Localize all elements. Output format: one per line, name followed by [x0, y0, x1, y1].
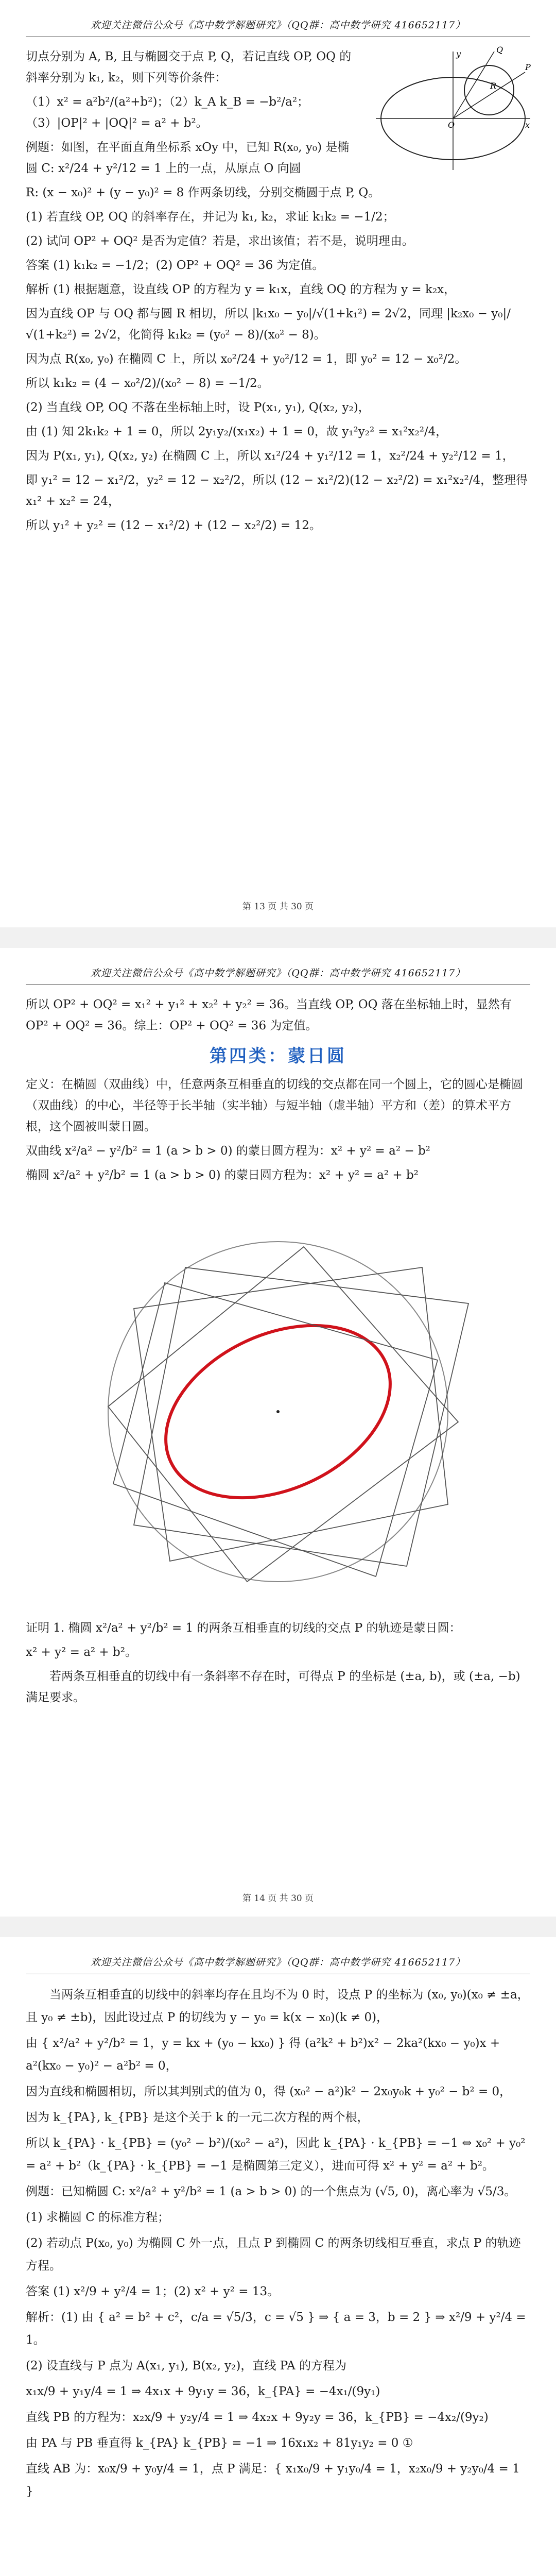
text-line: 切点分别为 A, B, 且与椭圆交于点 P, Q，若记直线 OP, OQ 的斜率分别为 k₁, k₂，则下列等价条件： — [26, 50, 352, 84]
text-line: 所以 k₁k₂ = (4 − x₀²/2)/(x₀² − 8) = −1/2。 — [26, 377, 269, 390]
text-line: 由 { x²/a² + y²/b² = 1，y = kx + (y₀ − kx₀) } 得 (a²k² + b²)x² − 2ka²(kx₀ − y₀)x + a²(kx₀ − y₀)² − a²b² = 0， — [26, 2037, 500, 2073]
ellipse-tangent-figure — [371, 41, 535, 175]
text-line: 解析：(1) 由 { a² = b² + c²，c/a = √5/3，c = √5 } ⇒ { a = 3，b = 2 } ⇒ x²/9 + y²/4 = 1。 — [26, 2311, 526, 2347]
page-footer: 第 13 页 共 30 页 — [242, 902, 314, 912]
text-line: （1）x² = a²b²/(a²+b²)；（2）k_A k_B = −b²/a²；（3）|OP|² + |OQ|² = a² + b²。 — [26, 95, 309, 130]
text-line: 解析 (1) 根据题意，设直线 OP 的方程为 y = k₁x，直线 OQ 的方程为 y = k₂x， — [26, 283, 456, 296]
document-page-2 — [0, 948, 556, 1917]
text-line: 直线 PB 的方程为：x₂x/9 + y₂y/4 = 1 ⇒ 4x₂x + 9y₂y = 36，k_{PB} = −4x₂/(9y₂) — [26, 2411, 489, 2424]
text-line: 例题：如图，在平面直角坐标系 xOy 中，已知 R(x₀, y₀) 是椭圆 C: x²/24 + y²/12 = 1 上的一点，从原点 O 向圆 — [26, 141, 350, 175]
text-line: 因为直线和椭圆相切，所以其判别式的值为 0，得 (x₀² − a²)k² − 2x₀y₀k + y₀² − b² = 0， — [26, 2085, 512, 2098]
svg-text:x: x — [525, 120, 530, 130]
text-line: 双曲线 x²/a² − y²/b² = 1 (a > b > 0) 的蒙日圆方程为：x² + y² = a² − b² — [26, 1144, 430, 1158]
text-line: 若两条互相垂直的切线中有一条斜率不存在时，可得点 P 的坐标是 (±a, b)，或 (±a, −b) 满足要求。 — [26, 1670, 520, 1704]
text-line: 定义：在椭圆（双曲线）中，任意两条互相垂直的切线的交点都在同一个圆上，它的圆心是椭圆（双曲线）的中心，半径等于长半轴（实半轴）与短半轴（虚半轴）平方和（差）的算术平方根，这个圆被叫蒙日圆。 — [26, 1078, 523, 1133]
text-line: 由 PA 与 PB 垂直得 k_{PA} k_{PB} = −1 ⇒ 16x₁x₂ + 81y₁y₂ = 0 ① — [26, 2436, 413, 2450]
page-footer: 第 14 页 共 30 页 — [242, 1893, 314, 1904]
page-header: 欢迎关注微信公众号《高中数学解题研究》（QQ群：高中数学研究 416652117） — [90, 1957, 466, 1968]
text-line: 因为 P(x₁, y₁), Q(x₂, y₂) 在椭圆 C 上，所以 x₁²/24 + y₁²/12 = 1，x₂²/24 + y₂²/12 = 1， — [26, 449, 514, 463]
svg-text:P: P — [525, 62, 531, 72]
text-line: 答案 (1) k₁k₂ = −1/2；(2) OP² + OQ² = 36 为定值。 — [26, 259, 324, 272]
text-line: 因为直线 OP 与 OQ 都与圆 R 相切，所以 |k₁x₀ − y₀|/√(1+k₁²) = 2√2，同理 |k₂x₀ − y₀|/√(1+k₂²) = 2√2，化简得 k₁k₂ = (y₀² − 8)/(x₀² − 8)。 — [26, 307, 511, 342]
page-body-continued — [26, 1618, 530, 1711]
monge-circle-figure — [15, 1236, 541, 1597]
text-line: 当两条互相垂直的切线中的斜率均存在且均不为 0 时，设点 P 的坐标为 (x₀, y₀)(x₀ ≠ ±a，且 y₀ ≠ ±b)，因此设过点 P 的切线为 y − y₀ = k(x − x₀)(k ≠ 0)， — [26, 1988, 529, 2024]
text-line: (2) 试问 OP² + OQ² 是否为定值？若是，求出该值；若不是，说明理由。 — [26, 234, 414, 248]
page-body — [26, 994, 530, 1189]
text-line: 椭圆 x²/a² + y²/b² = 1 (a > b > 0) 的蒙日圆方程为：x² + y² = a² + b² — [26, 1168, 419, 1182]
text-line: 由 (1) 知 2k₁k₂ + 1 = 0，所以 2y₁y₂/(x₁x₂) + 1 = 0，故 y₁²y₂² = x₁²x₂²/4， — [26, 425, 448, 438]
svg-text:Q: Q — [496, 45, 503, 55]
text-line: 例题：已知椭圆 C: x²/a² + y²/b² = 1 (a > b > 0) 的一个焦点为 (√5, 0)，离心率为 √5/3。 — [26, 2185, 516, 2198]
text-line: 所以 OP² + OQ² = x₁² + y₁² + x₂² + y₂² = 36。当直线 OP, OQ 落在坐标轴上时，显然有 OP² + OQ² = 36。综上：OP² + OQ² = 36 为定值。 — [26, 998, 512, 1032]
text-line: (2) 当直线 OP, OQ 不落在坐标轴上时，设 P(x₁, y₁), Q(x₂, y₂)， — [26, 401, 370, 414]
page-body — [26, 1984, 530, 2506]
document-page-3 — [0, 1937, 556, 2576]
text-line: 答案 (1) x²/9 + y²/4 = 1；(2) x² + y² = 13。 — [26, 2285, 280, 2298]
text-line: (1) 求椭圆 C 的标准方程； — [26, 2211, 170, 2224]
text-line: 因为 k_{PA}, k_{PB} 是这个关于 k 的一元二次方程的两个根， — [26, 2111, 369, 2124]
text-line: 证明 1. 椭圆 x²/a² + y²/b² = 1 的两条互相垂直的切线的交点 P 的轨迹是蒙日圆： — [26, 1621, 461, 1635]
page-header: 欢迎关注微信公众号《高中数学解题研究》（QQ群：高中数学研究 416652117） — [90, 20, 466, 31]
svg-text:R: R — [490, 81, 497, 91]
page-header: 欢迎关注微信公众号《高中数学解题研究》（QQ群：高中数学研究 416652117） — [90, 968, 466, 979]
text-line: 所以 k_{PA} · k_{PB} = (y₀² − b²)/(x₀² − a²)，因此 k_{PA} · k_{PB} = −1 ⇔ x₀² + y₀² = a² + b²（k_{PA} · k_{PB} = −1 是椭圆第三定义），进而可得 x² + y² = a² + b²。 — [26, 2137, 526, 2173]
page-gap — [0, 1917, 556, 1937]
text-line: x₁x/9 + y₁y/4 = 1 ⇒ 4x₁x + 9y₁y = 36，k_{PA} = −4x₁/(9y₁) — [26, 2385, 380, 2398]
text-line: (1) 若直线 OP, OQ 的斜率存在，并记为 k₁, k₂，求证 k₁k₂ = −1/2； — [26, 210, 395, 224]
document-page-1 — [0, 0, 556, 927]
svg-text:O: O — [448, 120, 455, 130]
page-gap — [0, 927, 556, 948]
text-line: 因为点 R(x₀, y₀) 在椭圆 C 上，所以 x₀²/24 + y₀²/12 = 1，即 y₀² = 12 − x₀²/2。 — [26, 352, 467, 366]
text-line: 即 y₁² = 12 − x₁²/2，y₂² = 12 − x₂²/2，所以 (12 − x₁²/2)(12 − x₂²/2) = x₁²x₂²/4，整理得 x₁² + x₂² = 24， — [26, 473, 528, 508]
text-line: (2) 设直线与 P 点为 A(x₁, y₁), B(x₂, y₂)，直线 PA 的方程为 — [26, 2359, 346, 2372]
svg-text:y: y — [456, 49, 461, 59]
text-line: 直线 AB 为：x₀x/9 + y₀y/4 = 1，点 P 满足：{ x₁x₀/9 + y₁y₀/4 = 1，x₂x₀/9 + y₂y₀/4 = 1 } — [26, 2462, 520, 2498]
text-line: R: (x − x₀)² + (y − y₀)² = 8 作两条切线，分别交椭圆于点 P, Q。 — [26, 186, 380, 199]
text-line: x² + y² = a² + b²。 — [26, 1646, 137, 1659]
text-line: (2) 若动点 P(x₀, y₀) 为椭圆 C 外一点，且点 P 到椭圆 C 的两条切线相互垂直，求点 P 的轨迹方程。 — [26, 2236, 521, 2273]
section-title: 第四类：蒙日圆 — [210, 1046, 346, 1066]
text-line: 所以 y₁² + y₂² = (12 − x₁²/2) + (12 − x₂²/2) = 12。 — [26, 519, 321, 532]
